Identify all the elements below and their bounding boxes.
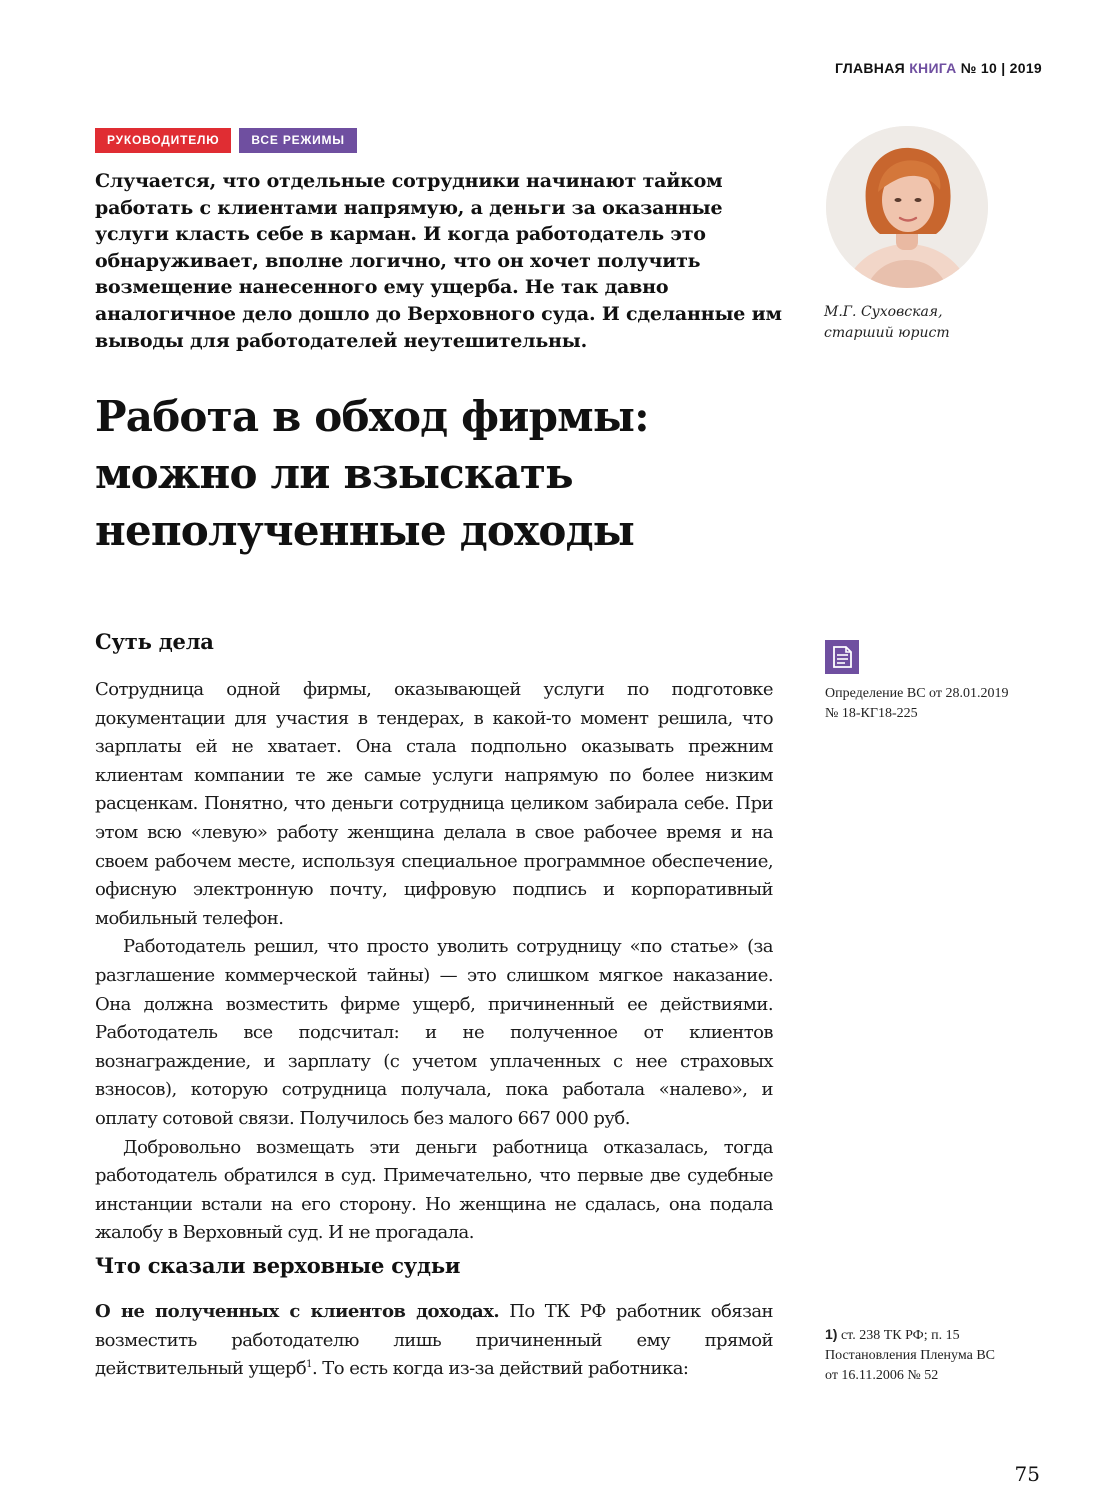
paragraph-lead-in: О не полученных с клиентов доходах. — [95, 1301, 500, 1322]
body-paragraph: Сотрудница одной фирмы, оказывающей услуги по подготовке документации для участия в тендерах, в какой-то момент решила, что зарплаты ей не хватает. Она стала подпольно оказывать прежним клиентам компании те же самые услуги напрямую по более низким расценкам. Понятно, что деньги сотрудница целиком забирала себе. При этом всю «левую» работу женщина делала в свое рабочее время и на своем рабочем месте, используя специальное программное обеспечение, офисную электронную почту, цифровую подпись и корпоративный мобильный телефон. — [95, 679, 773, 929]
section-supreme-court-body — [95, 1298, 773, 1384]
section-essence-body — [95, 676, 773, 1248]
masthead-glavnaya: ГЛАВНАЯ — [834, 60, 905, 76]
article-title: Работа в обход фирмы: можно ли взыскать неполученные доходы — [95, 392, 649, 555]
masthead-issue: № 10 | 2019 — [960, 60, 1042, 76]
footnote-ref[interactable]: 1 — [306, 1359, 312, 1371]
masthead-kniga: КНИГА — [909, 60, 957, 76]
sidenote-ruling — [825, 684, 1025, 724]
footnote-number: 1) — [825, 1326, 838, 1342]
paragraph-text: . То есть когда из-за действий работника: — [311, 1358, 689, 1380]
section-supreme-court — [95, 1252, 773, 1280]
body-paragraph — [95, 1298, 773, 1384]
footnote-text: ст. 238 ТК РФ; п. 15 — [837, 1328, 960, 1343]
author-name: М.Г. Суховская, — [824, 304, 943, 320]
author-avatar — [826, 126, 988, 288]
section-heading-supreme-court: Что сказали верховные судьи — [95, 1253, 461, 1278]
body-paragraph: Добровольно возмещать эти деньги работница отказалась, тогда работодатель обратился в суд. Примечательно, что первые две судебные инстанции встали на его сторону. Но женщина не сдалась, она подала жалобу в Верховный суд. И не прогадала. — [95, 1136, 773, 1244]
footnote — [825, 1324, 1025, 1386]
author-role: старший юрист — [824, 325, 950, 341]
section-essence — [95, 628, 773, 656]
footnote-line2: Постановления Пленума ВС — [825, 1348, 995, 1363]
lead-paragraph: Случается, что отдельные сотрудники начинают тайком работать с клиентами напрямую, а деньги за оказанные услуги класть себе в карман. И когда работодатель это обнаруживает, вполне логично, что он хочет получить возмещение нанесенного ему ущерба. Не так давно аналогичное дело дошло до Верховного суда. И сделанные им выводы для работодателей неутешительны. — [95, 170, 782, 352]
author-caption — [824, 302, 950, 344]
tag-manager: РУКОВОДИТЕЛЮ — [95, 128, 231, 153]
author-portrait-icon — [826, 126, 988, 288]
sidenote-ruling-line2: № 18-КГ18-225 — [825, 706, 918, 721]
section-heading-essence: Суть дела — [95, 629, 214, 654]
rubric-tags — [95, 128, 357, 153]
body-paragraph: Работодатель решил, что просто уволить сотрудницу «по статье» (за разглашение коммерческой тайны) — это слишком мягкое наказание. Она должна возместить фирме ущерб, причиненный ее действиями. Работодатель все подсчитал: и не полученное от клиентов вознаграждение, и зарплату (с учетом уплаченных с нее страховых взносов), которую сотрудница получала, пока работала «налево», и оплату сотовой связи. Получилось без малого 667 000 руб. — [95, 936, 773, 1129]
footnote-line3: от 16.11.2006 № 52 — [825, 1368, 939, 1383]
document-icon — [825, 640, 859, 674]
paragraph-text: По ТК РФ работник обязан возместить работодателю лишь причиненный ему прямой действительный ущерб — [95, 1301, 774, 1380]
masthead — [835, 60, 1042, 76]
sidenote-ruling-line1: Определение ВС от 28.01.2019 — [825, 686, 1009, 701]
page-number: 75 — [1014, 1462, 1040, 1486]
tag-all-regimes: ВСЕ РЕЖИМЫ — [239, 128, 356, 153]
footnote-line1 — [825, 1324, 1025, 1346]
